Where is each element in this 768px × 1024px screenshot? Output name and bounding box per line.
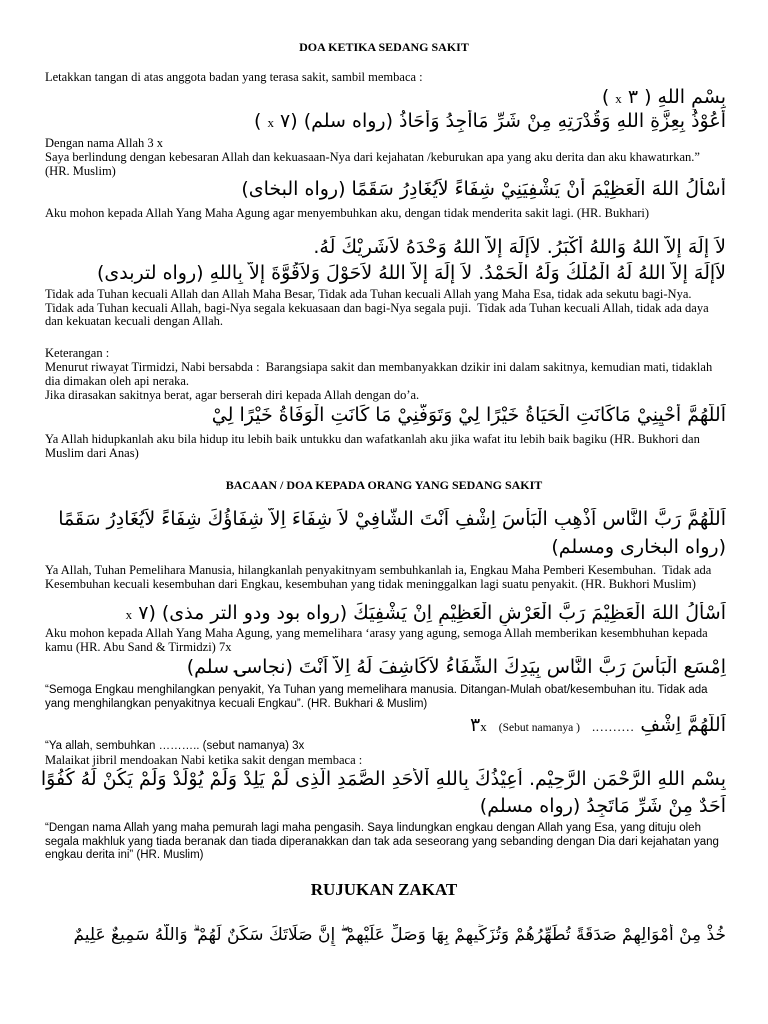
- arabic-zakat-verse: خُذْ مِنْ أَمْوَالِهِمْ صَدَقَةً تُطَهِّرُهُمْ وَتُزَكِّيهِمْ بِهَا وَصَلِّ عَلَيْهِمْ ۖ إِنَّ صَلَاتَكَ سَكَنٌ لَهُمْ ۗ وَاللَّهُ سَمِيعٌ عَلِيمٌ: [73, 925, 726, 945]
- translation-asalullah-arsy: Aku mohon kepada Allah Yang Maha Agung, yang memelihara ‘arasy yang agung, semoga Allah memberikan kesembhuhan kepada kamu (HR. Abu Sand & Tirmidzi) 7x: [45, 626, 711, 654]
- arabic-rabban-nas-line-1: اَللَّهُمَّ رَبَّ النَّاسِ اَذْهِبِ الْبَأْسَ اِشْفِ اَنْتَ الشَّافِيْ لاَ شِفَاءَ اِلاَّ شِفَاؤُكَ شِفَاءً لاَيُغَادِرُ سَقَمًا: [58, 508, 726, 530]
- section-title-doa-sakit: DOA KETIKA SEDANG SAKIT: [299, 40, 469, 54]
- arabic-text: اَللَّهُمَّ اِشْفِ: [640, 714, 726, 736]
- translation-uidzuka: “Dengan nama Allah yang maha pemurah lagi maha pengasih. Saya lindungkan engkau dengan Allah yang Esa, yang dituju oleh segala makhluk yang tiada beranak dan tiada diperanakkan dan tak ada seseorang yang sebanding dengan Dia dari kejahatan yang engkau derita ini” (HR. Muslim): [45, 822, 723, 861]
- section-title-doa-orang-sakit: BACAAN / DOA KEPADA ORANG YANG SEDANG SAKIT: [225, 478, 543, 492]
- translation-rabban-nas: Ya Allah, Tuhan Pemelihara Manusia, hilangkanlah penyakitnyam sembuhkanlah ia, Engkau Maha Pemberi Kesembuhan. Tidak ada Kesembuhan kecuali kesembuhan dari Engkau, kesembuhan yang tidak meninggalkan lagi suatu penyakit. (HR. Bukhori Muslim): [45, 563, 715, 591]
- arabic-imsahil-bas-line: اِمْسَعِ الْبَأْسَ رَبَّ النَّاسِ بِيَدِكَ الشِّفَاءُ لاَكَاشِفَ لَهُ اِلاَّ اَنْتَ (نجاسۍ سلم): [186, 656, 726, 678]
- translation-tahlil: Tidak ada Tuhan kecuali Allah dan Allah Maha Besar, Tidak ada Tuhan kecuali Allah yang Maha Esa, tidak ada sekutu bagi-Nya. Tidak ada Tuhan kecuali Allah, bagi-Nya segala kekuasaan dan bagi-Nya segala puji. Tidak ada Tuhan kecuali Allah, tidak ada daya dan kekuatan kecuali dengan Allah.: [45, 287, 712, 328]
- arabic-asalullah-arsy-line: [40, 602, 726, 626]
- sebut-namanya-note: ( Sebut namanya): [498, 722, 580, 734]
- intro-text: Letakkan tangan di atas anggota badan yang terasa sakit, sambil membaca :: [45, 70, 423, 84]
- multiplier-x: x: [480, 719, 487, 734]
- arabic-isyfi-line: [40, 714, 726, 739]
- keterangan-text-2: Jika dirasakan sakitnya berat, agar berserah diri kepada Allah dengan do’a.: [45, 388, 420, 402]
- translation-basmalah: Dengan nama Allah 3 x: [45, 136, 164, 150]
- arabic-text: بِسْمِ اللهِ ( ٣: [627, 86, 726, 108]
- translation-imsahil-bas: “Semoga Engkau menghilangkan penyakit, Ya Tuhan yang memelihara manusia. Ditangan-Mulah obat/kesembuhan itu. Tidak ada yang menghilangkan penyakitnya kecuali Engkau”. (HR. Bukhari & Muslim): [45, 684, 711, 710]
- multiplier-x: x: [267, 115, 274, 130]
- keterangan-text-1: Menurut riwayat Tirmidzi, Nabi bersabda : Barangsiapa sakit dan membanyakkan dzikir ini dalam sakitnya, kemudian mati, tidaklah dia dimakan oleh api neraka.: [45, 360, 716, 388]
- arabic-uidzuka-line-2: اَحَدٌ مِنْ شَرِّ مَاتَجِدُ (رواه مسلم): [479, 795, 726, 817]
- translation-isyfi: “Ya allah, sembuhkan ……….. (sebut namanya) 3x: [45, 740, 305, 752]
- arabic-asalullah-line: أَسْأَلُ اللهَ الْعَظِيْمَ أَنْ يَشْفِيَنِيْ شِفَاءً لاَيُغَادِرُ سَقَمًا (رواه البخاى): [241, 178, 726, 200]
- arabic-tahlil-line-2: لاَإِلَهَ إِلاَّ اللهُ لَهُ الْمُلْكُ وَلَهُ الْحَمْدُ. لاَ إِلَهَ إِلاَّ اللهُ لاَحَوْلَ وَلاَقُوَّةَ إِلاَّ بِاللهِ (رواه لتربدى): [96, 262, 726, 284]
- translation-asalullah: Aku mohon kepada Allah Yang Maha Agung agar menyembuhkan aku, dengan tidak menderita sakit lagi. (HR. Bukhari): [45, 206, 650, 220]
- arabic-text: اَسْأَلُ اللهَ الْعَظِيْمَ رَبَّ الْعَرْشِ الْعَظِيْمِ اِنْ يَشْفِيَكَ (رواه بود ودو التر مذى) (٧: [138, 602, 726, 624]
- multiplier-x: x: [615, 91, 622, 106]
- arabic-uidzuka-line-1: بِسْمِ اللهِ الرَّحْمَنِ الرَّحِيْمِ. اُعِيْذُكَ بِاللهِ اْلأَحَدِ الصَّمَدِ الَّذِى لَمْ يَلِدْ وَلَمْ يُوْلَدْ وَلَمْ يَكُنْ لَهُ كُفُوًا: [40, 768, 726, 790]
- arabic-tahlil-line-1: لاَ إِلَهَ إِلاَّ اللهُ وَاللهُ أَكْبَرُ. لاَإِلَهَ إِلاَّ اللهُ وَحْدَهُ لاَشَرِيْكَ لَهُ.: [313, 236, 726, 258]
- translation-audzu: Saya berlindung dengan kebesaran Allah dan kekuasaan-Nya dari kejahatan /keburukan apa yang aku derita dan aku khawatırkan.” (HR. Muslim): [45, 150, 704, 178]
- arabic-audzu-line: أَعُوْذُ بِعِزَّةِ اللهِ وَقُدْرَتِهِ مِنْ شَرِّ مَاأَجِدُ وَأُحَاذُ (رواه سلم) (٧ x ): [254, 110, 726, 132]
- arabic-ahyini-line: اَللَّهُمَّ أَحْيِنِيْ مَاكَانَتِ الْحَيَاةُ خَيْرًا لِيْ وَتَوَفَّنِيْ مَا كَانَتِ الْوَفَاةُ خَيْرًا لِيْ: [211, 404, 726, 426]
- translation-ahyini: Ya Allah hidupkanlah aku bila hidup itu lebih baik untukku dan wafatkanlah aku jika wafat itu lebih baik bagiku (HR. Bukhori dan Muslim dari Anas): [45, 432, 703, 460]
- arabic-basmalah-line: بِسْمِ اللهِ ( ٣ x ): [601, 86, 726, 108]
- multiplier-x: x: [125, 607, 133, 622]
- keterangan-label: Keterangan :: [45, 346, 110, 360]
- jibril-intro-text: Malaikat jibril mendoakan Nabi ketika sakit dengan membaca :: [45, 753, 363, 767]
- arabic-text: أَعُوْذُ بِعِزَّةِ اللهِ وَقُدْرَتِهِ مِنْ شَرِّ مَاأَجِدُ وَأُحَاذُ (رواه سلم) (٧: [280, 110, 726, 132]
- section-title-rujukan-zakat: RUJUKAN ZAKAT: [310, 880, 458, 899]
- name-placeholder-dots: ……….: [592, 719, 635, 734]
- arabic-rabban-nas-line-2: (رواه البخارى ومسلم): [551, 536, 726, 558]
- arabic-count: ٣: [469, 714, 481, 736]
